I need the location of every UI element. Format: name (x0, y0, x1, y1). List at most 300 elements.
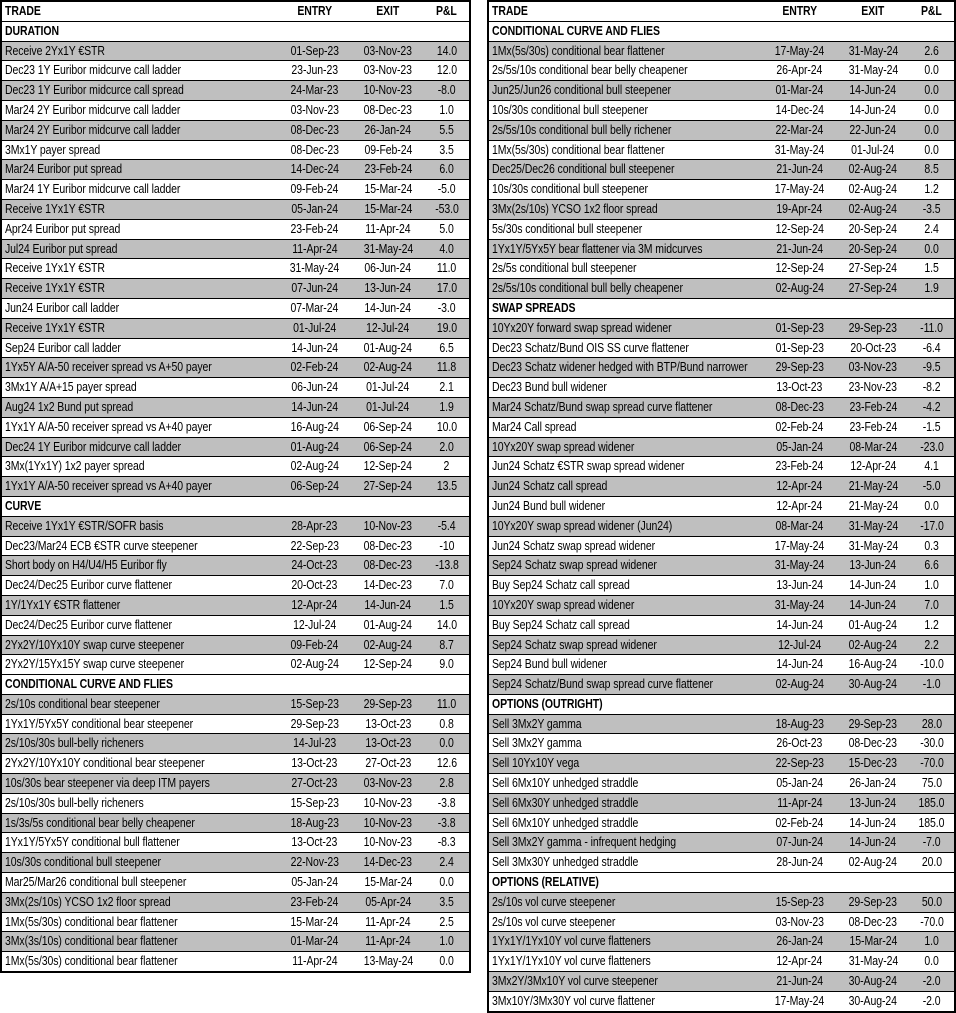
pnl-value: 1.9 (924, 281, 939, 296)
pnl-value: 3.5 (439, 142, 454, 157)
trade-row (488, 516, 955, 536)
pnl-value: -1.5 (922, 419, 941, 434)
pnl-value: -23.0 (919, 439, 944, 454)
exit-cell (837, 932, 909, 952)
trade-row (488, 100, 955, 120)
trade-row (488, 833, 955, 853)
trade-value: Sep24 Schatz swap spread widener (492, 637, 657, 652)
trade-value: Dec23 1Y Euribor midcurve call ladder (5, 63, 181, 78)
pnl-cell (424, 219, 470, 239)
entry-cell (762, 556, 837, 576)
trade-row (1, 595, 470, 615)
exit-cell (352, 576, 424, 596)
pnl-value: 5.5 (439, 122, 454, 137)
entry-value: 13-Jun-24 (776, 578, 823, 593)
trade-value: 5s/30s conditional bull steepener (492, 221, 643, 236)
entry-value: 08-Dec-23 (290, 142, 339, 157)
trade-row (488, 556, 955, 576)
exit-value: 03-Nov-23 (848, 360, 898, 375)
pnl-cell (909, 338, 955, 358)
trade-value: Mar24 Schatz/Bund swap spread curve flattener (492, 399, 713, 414)
trade-row (488, 892, 955, 912)
exit-cell (837, 556, 909, 576)
entry-value: 02-Feb-24 (290, 360, 339, 375)
trade-cell (488, 160, 762, 180)
exit-cell (837, 635, 909, 655)
pnl-cell (909, 318, 955, 338)
trade-row (1, 694, 470, 714)
trade-row (1, 81, 470, 101)
trade-cell (488, 972, 762, 992)
exit-value: 01-Aug-24 (848, 617, 898, 632)
pnl-value: 6.0 (439, 162, 454, 177)
pnl-cell (909, 239, 955, 259)
entry-cell (762, 576, 837, 596)
entry-cell (277, 734, 352, 754)
pnl-cell (424, 813, 470, 833)
entry-cell (762, 595, 837, 615)
trade-row (488, 615, 955, 635)
trade-value: Dec23 Schatz widener hedged with BTP/Bund narrower (492, 360, 748, 375)
entry-value: 15-Sep-23 (775, 894, 824, 909)
exit-cell (837, 912, 909, 932)
trade-value: 10Yx20Y swap spread widener (492, 439, 635, 454)
trade-value: 2s/10s vol curve steepener (492, 914, 616, 929)
entry-value: 07-Mar-24 (290, 300, 339, 315)
trade-row (1, 952, 470, 972)
exit-value: 27-Sep-24 (848, 261, 898, 276)
exit-cell (837, 853, 909, 873)
pnl-cell (909, 813, 955, 833)
pnl-value: -53.0 (434, 201, 459, 216)
entry-value: 13-Oct-23 (291, 756, 338, 771)
entry-value: 29-Sep-23 (290, 716, 339, 731)
trade-row (1, 556, 470, 576)
exit-cell (352, 81, 424, 101)
trade-cell (1, 952, 277, 972)
exit-cell (352, 41, 424, 61)
trade-row (1, 120, 470, 140)
entry-value: 02-Aug-24 (775, 281, 824, 296)
trade-row (488, 140, 955, 160)
trade-cell (488, 378, 762, 398)
exit-cell (837, 239, 909, 259)
exit-cell (837, 952, 909, 972)
trade-value: 10Yx20Y swap spread widener (492, 597, 635, 612)
trade-row (1, 477, 470, 497)
pnl-cell (424, 793, 470, 813)
trade-row (1, 298, 470, 318)
exit-value: 27-Sep-24 (848, 281, 898, 296)
pnl-cell (909, 516, 955, 536)
entry-cell (277, 873, 352, 893)
exit-cell (352, 61, 424, 81)
pnl-cell (424, 754, 470, 774)
trade-row (1, 754, 470, 774)
pnl-value: 11.0 (436, 261, 457, 276)
pnl-cell (424, 952, 470, 972)
pnl-value: 0.0 (924, 102, 939, 117)
entry-value: 05-Jan-24 (776, 776, 823, 791)
entry-cell (277, 952, 352, 972)
exit-cell (352, 279, 424, 299)
pnl-cell (909, 734, 955, 754)
trade-row (1, 615, 470, 635)
exit-value: 12-Sep-24 (363, 459, 413, 474)
trade-cell (488, 338, 762, 358)
pnl-value: 1.2 (924, 617, 939, 632)
entry-value: 26-Oct-23 (776, 736, 823, 751)
pnl-cell (424, 199, 470, 219)
entry-value: 14-Jun-24 (291, 340, 338, 355)
pnl-cell (909, 991, 955, 1011)
pnl-value: 4.0 (439, 241, 454, 256)
pnl-cell (909, 833, 955, 853)
trade-cell (1, 397, 277, 417)
exit-cell (837, 972, 909, 992)
trade-value: Jun24 Euribor call ladder (5, 300, 120, 315)
trade-value: 10Yx20Y swap spread widener (Jun24) (492, 518, 673, 533)
exit-value: 20-Sep-24 (848, 241, 898, 256)
trade-cell (1, 774, 277, 794)
trade-value: Jun25/Jun26 conditional bull steepener (492, 83, 671, 98)
entry-cell (277, 358, 352, 378)
pnl-value: -5.4 (437, 518, 456, 533)
entry-value: 12-Apr-24 (776, 479, 823, 494)
trade-row (1, 140, 470, 160)
trade-value: Dec23 Bund bull widener (492, 380, 607, 395)
pnl-value: 3.5 (439, 894, 454, 909)
exit-value: 08-Dec-23 (363, 558, 413, 573)
exit-cell (352, 338, 424, 358)
entry-cell (762, 477, 837, 497)
entry-value: 09-Feb-24 (290, 637, 339, 652)
trade-value: Dec25/Dec26 conditional bull steepener (492, 162, 675, 177)
entry-cell (277, 853, 352, 873)
entry-value: 02-Feb-24 (775, 419, 824, 434)
entry-cell (762, 437, 837, 457)
trade-cell (488, 536, 762, 556)
pnl-value: 14.0 (436, 43, 457, 58)
entry-value: 01-Mar-24 (290, 934, 339, 949)
trade-row (488, 576, 955, 596)
entry-value: 01-Mar-24 (775, 83, 824, 98)
entry-value: 24-Oct-23 (291, 558, 338, 573)
pnl-value: 12.6 (436, 756, 457, 771)
trade-row (1, 892, 470, 912)
trade-cell (488, 180, 762, 200)
pnl-value: 17.0 (436, 281, 457, 296)
trade-cell (1, 239, 277, 259)
exit-value: 31-May-24 (848, 63, 898, 78)
exit-cell (352, 615, 424, 635)
pnl-value: 5.0 (439, 221, 454, 236)
trade-row (1, 180, 470, 200)
pnl-value: 8.5 (924, 162, 939, 177)
pnl-cell (909, 714, 955, 734)
trade-value: Aug24 1x2 Bund put spread (5, 399, 134, 414)
trade-row (488, 595, 955, 615)
section-title (1, 675, 470, 695)
trade-value: 3Mx(1Yx1Y) 1x2 payer spread (5, 459, 145, 474)
entry-value: 21-Jun-24 (776, 974, 823, 989)
trade-value: 1Mx(5s/30s) conditional bear flattener (5, 914, 178, 929)
entry-cell (277, 912, 352, 932)
pnl-cell (424, 892, 470, 912)
entry-value: 02-Feb-24 (775, 815, 824, 830)
exit-cell (352, 120, 424, 140)
trade-cell (488, 417, 762, 437)
pnl-cell (909, 199, 955, 219)
trade-value: Sell 3Mx2Y gamma (492, 736, 582, 751)
trade-cell (1, 358, 277, 378)
trade-row (1, 219, 470, 239)
trade-row (1, 873, 470, 893)
trade-cell (488, 318, 762, 338)
exit-cell (352, 873, 424, 893)
trade-value: 3Mx(2s/10s) YCSO 1x2 floor spread (5, 894, 171, 909)
trade-row (1, 932, 470, 952)
pnl-cell (424, 239, 470, 259)
trade-cell (488, 615, 762, 635)
trade-row (488, 952, 955, 972)
entry-value: 08-Dec-23 (775, 399, 824, 414)
trade-value: Sell 6Mx30Y unhedged straddle (492, 795, 639, 810)
section-title (488, 298, 955, 318)
entry-value: 12-Sep-24 (775, 221, 824, 236)
pnl-value: -8.0 (437, 83, 456, 98)
exit-value: 22-Jun-24 (849, 122, 897, 137)
exit-cell (352, 318, 424, 338)
pnl-cell (424, 615, 470, 635)
pnl-cell (909, 615, 955, 635)
exit-cell (352, 298, 424, 318)
trade-row (488, 853, 955, 873)
entry-cell (277, 655, 352, 675)
trade-row (488, 912, 955, 932)
trade-cell (1, 714, 277, 734)
pnl-value: 2 (443, 459, 450, 474)
pnl-value: 0.0 (924, 122, 939, 137)
exit-value: 23-Nov-23 (848, 380, 898, 395)
entry-cell (277, 477, 352, 497)
pnl-cell (909, 457, 955, 477)
entry-value: 05-Jan-24 (291, 201, 338, 216)
exit-value: 05-Apr-24 (365, 894, 411, 909)
entry-value: 13-Oct-23 (291, 835, 338, 850)
pnl-value: -3.0 (437, 300, 456, 315)
exit-cell (352, 378, 424, 398)
trade-row (1, 912, 470, 932)
pnl-cell (424, 120, 470, 140)
entry-value: 14-Jun-24 (776, 617, 823, 632)
exit-value: 11-Apr-24 (365, 914, 411, 929)
trade-value: Dec23/Mar24 ECB €STR curve steepener (5, 538, 198, 553)
entry-value: 17-May-24 (774, 182, 825, 197)
pnl-value: 1.0 (439, 102, 454, 117)
exit-value: 14-Jun-24 (364, 300, 412, 315)
trade-row (1, 457, 470, 477)
pnl-value: 14.0 (436, 617, 457, 632)
exit-value: 08-Dec-23 (848, 914, 898, 929)
exit-value: 02-Aug-24 (848, 201, 898, 216)
pnl-value: 2.4 (439, 855, 454, 870)
exit-value: 10-Nov-23 (363, 835, 413, 850)
exit-value: 30-Aug-24 (848, 974, 898, 989)
entry-cell (762, 793, 837, 813)
entry-cell (277, 833, 352, 853)
pnl-cell (909, 536, 955, 556)
trade-row (1, 397, 470, 417)
section-header-row (1, 675, 470, 695)
pnl-cell (909, 675, 955, 695)
trade-cell (1, 298, 277, 318)
exit-cell (352, 892, 424, 912)
pnl-cell (909, 754, 955, 774)
entry-cell (277, 41, 352, 61)
entry-cell (762, 397, 837, 417)
trade-cell (488, 41, 762, 61)
trade-value: 1Yx1Y A/A-50 receiver spread vs A+40 payer (5, 419, 212, 434)
entry-value: 15-Mar-24 (290, 914, 339, 929)
exit-cell (352, 754, 424, 774)
trade-row (488, 754, 955, 774)
trade-cell (1, 41, 277, 61)
entry-value: 01-Jul-24 (292, 320, 337, 335)
trade-row (488, 774, 955, 794)
trade-row (488, 972, 955, 992)
trade-cell (488, 991, 762, 1011)
pnl-value: 0.3 (924, 538, 939, 553)
entry-value: 15-Sep-23 (290, 795, 339, 810)
trade-cell (488, 952, 762, 972)
entry-value: 31-May-24 (289, 261, 340, 276)
pnl-value: 13.5 (436, 479, 457, 494)
entry-cell (762, 734, 837, 754)
pnl-cell (424, 655, 470, 675)
trade-row (1, 318, 470, 338)
entry-cell (277, 576, 352, 596)
exit-cell (837, 219, 909, 239)
section-header-row (488, 694, 955, 714)
trade-row (488, 180, 955, 200)
pnl-value: 10.0 (436, 419, 457, 434)
exit-value: 30-Aug-24 (848, 993, 898, 1008)
pnl-cell (909, 655, 955, 675)
trade-value: 1Mx(5s/30s) conditional bear flattener (492, 142, 665, 157)
trade-row (488, 813, 955, 833)
exit-cell (352, 912, 424, 932)
entry-value: 31-May-24 (774, 142, 825, 157)
section-header-row (1, 21, 470, 41)
pnl-cell (424, 932, 470, 952)
trade-cell (1, 160, 277, 180)
exit-value: 12-Apr-24 (850, 459, 896, 474)
section-title-text: OPTIONS (RELATIVE) (492, 875, 599, 890)
trade-cell (488, 259, 762, 279)
exit-value: 13-May-24 (363, 954, 413, 969)
trade-cell (488, 754, 762, 774)
trade-value: 1Yx1Y/1Yx10Y vol curve flatteners (492, 954, 651, 969)
exit-cell (352, 833, 424, 853)
exit-cell (352, 932, 424, 952)
trade-value: Jun24 Schatz call spread (492, 479, 608, 494)
exit-cell (352, 952, 424, 972)
trade-value: Receive 1Yx1Y €STR (5, 201, 105, 216)
pnl-cell (909, 378, 955, 398)
pnl-value: -10 (439, 538, 454, 553)
pnl-value: 0.0 (439, 736, 454, 751)
trade-row (488, 259, 955, 279)
pnl-value: 0.0 (924, 241, 939, 256)
entry-cell (277, 318, 352, 338)
entry-value: 11-Apr-24 (291, 241, 338, 256)
trade-cell (488, 655, 762, 675)
pnl-cell (424, 417, 470, 437)
trade-row (1, 338, 470, 358)
entry-cell (277, 516, 352, 536)
pnl-cell (424, 338, 470, 358)
exit-cell (837, 417, 909, 437)
trade-row (1, 61, 470, 81)
pnl-value: 75.0 (921, 776, 942, 791)
exit-value: 11-Apr-24 (365, 221, 411, 236)
entry-cell (762, 199, 837, 219)
exit-value: 31-May-24 (848, 43, 898, 58)
exit-cell (837, 100, 909, 120)
exit-cell (837, 61, 909, 81)
entry-cell (277, 259, 352, 279)
entry-value: 23-Feb-24 (290, 221, 339, 236)
entry-cell (277, 635, 352, 655)
trade-row (488, 655, 955, 675)
trade-cell (1, 536, 277, 556)
entry-value: 14-Dec-24 (290, 162, 339, 177)
trade-value: Buy Sep24 Schatz call spread (492, 578, 630, 593)
pnl-cell (424, 378, 470, 398)
exit-value: 03-Nov-23 (363, 43, 413, 58)
exit-cell (837, 140, 909, 160)
exit-value: 31-May-24 (848, 538, 898, 553)
exit-cell (837, 378, 909, 398)
trade-cell (488, 81, 762, 101)
exit-value: 02-Aug-24 (848, 162, 898, 177)
trade-value: 3Mx2Y/3Mx10Y vol curve steepener (492, 974, 658, 989)
exit-cell (837, 437, 909, 457)
pnl-cell (909, 556, 955, 576)
pnl-value: 185.0 (918, 815, 945, 830)
exit-value: 10-Nov-23 (363, 795, 413, 810)
exit-cell (837, 279, 909, 299)
trade-row (488, 457, 955, 477)
entry-value: 02-Aug-24 (290, 657, 339, 672)
trade-cell (488, 912, 762, 932)
section-header-row (488, 21, 955, 41)
trade-row (1, 516, 470, 536)
pnl-cell (424, 160, 470, 180)
exit-value: 16-Aug-24 (848, 657, 898, 672)
exit-value: 02-Aug-24 (363, 637, 413, 652)
pnl-value: 1.0 (924, 934, 939, 949)
trade-cell (488, 279, 762, 299)
trade-cell (488, 100, 762, 120)
entry-cell (762, 81, 837, 101)
exit-value: 15-Dec-23 (848, 756, 898, 771)
pnl-cell (424, 536, 470, 556)
exit-cell (352, 160, 424, 180)
trade-row (1, 833, 470, 853)
section-header-row (488, 873, 955, 893)
